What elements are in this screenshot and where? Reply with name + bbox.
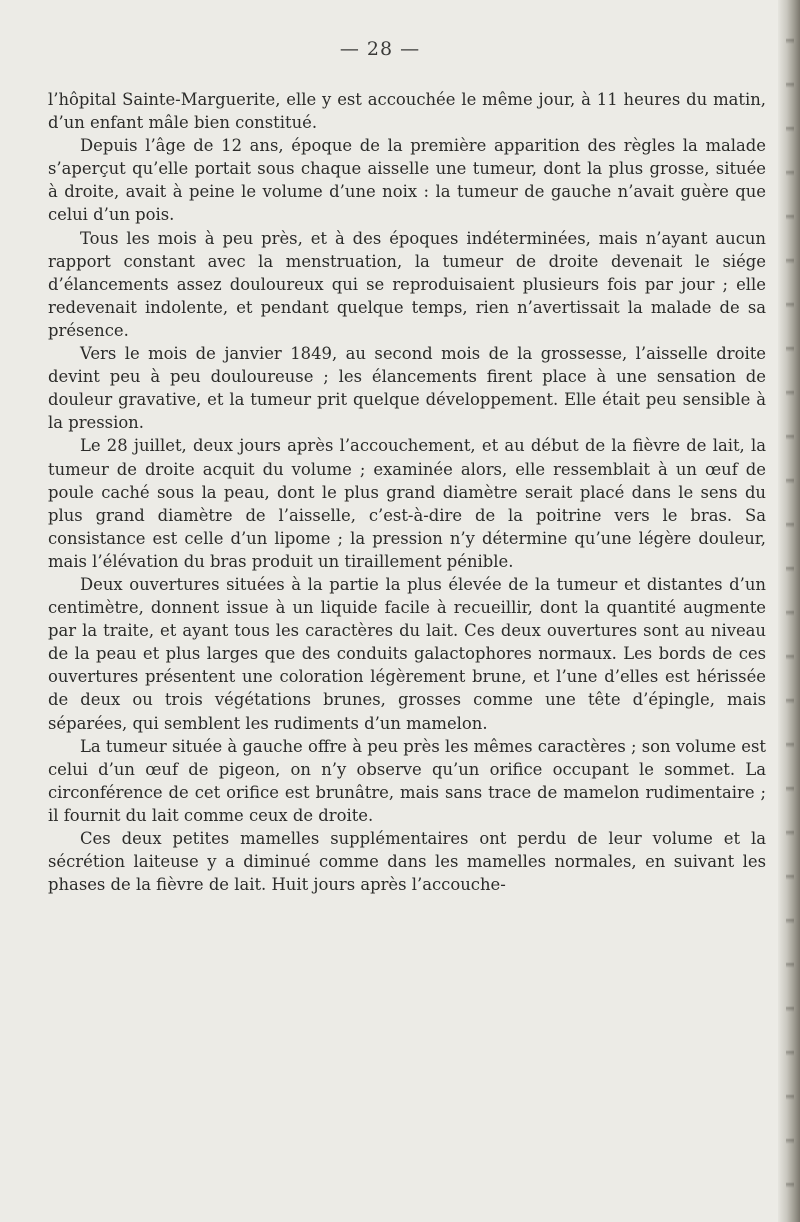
paragraph-4: Vers le mois de janvier 1849, au second mois de la grossesse, l’aisselle droite devint peu à peu douloureuse ; les élancements firent place à une sensation de douleur gravative, et la tumeur prit quelque développement. Elle était peu sensible à la pression. xyxy=(48,344,766,433)
body-text xyxy=(48,88,766,896)
paragraph-2: Depuis l’âge de 12 ans, époque de la première apparition des règles la malade s’aperçut qu’elle portait sous chaque aisselle une tumeur, dont la plus grosse, située à droite, avait à peine le volume d’une noix : la tumeur de gauche n’avait guère que celui d’un pois. xyxy=(48,136,766,225)
paragraph-3: Tous les mois à peu près, et à des époques indéterminées, mais n’ayant aucun rapport constant avec la menstruation, la tumeur de droite devenait le siége d’élancements assez douloureux qui se reproduisaient plusieurs fois par jour ; elle redevenait indolente, et pendant quelque temps, rien n’avertissait la malade de sa présence. xyxy=(48,228,766,340)
paragraph-1: l’hôpital Sainte-Marguerite, elle y est accouchée le même jour, à 11 heures du matin, d’un enfant mâle bien constitué. xyxy=(48,90,766,133)
paragraph-8: Ces deux petites mamelles supplémentaires ont perdu de leur volume et la sécrétion laiteuse y a diminué comme dans les mamelles normales, en suivant les phases de la fièvre de lait. Huit jours après l’accouche- xyxy=(48,829,766,895)
page-number: — 28 — xyxy=(339,38,421,60)
paragraph-6: Deux ouvertures situées à la partie la plus élevée de la tumeur et distantes d’un centimètre, donnent issue à un liquide facile à recueillir, dont la quantité augmente par la traite, et ayant tous les caractères du lait. Ces deux ouvertures sont au niveau de la peau et plus larges que des conduits galactophores normaux. Les bords de ces ouvertures présentent une coloration légèrement brune, et l’une d’elles est hérissée de deux ou trois végétations brunes, grosses comme une tête d’épingle, mais séparées, qui semblent les rudiments d’un mamelon. xyxy=(48,574,766,733)
binding-edge xyxy=(786,0,794,1222)
paragraph-5: Le 28 juillet, deux jours après l’accouchement, et au début de la fièvre de lait, la tumeur de droite acquit du volume ; examinée alors, elle ressemblait à un œuf de poule caché sous la peau, dont le plus grand diamètre serait placé dans le sens du plus grand diamètre de l’aisselle, c’est-à-dire de la poitrine vers le bras. Sa consistance est celle d’un lipome ; la pression n’y détermine qu’une légère douleur, mais l’élévation du bras produit un tiraillement pénible. xyxy=(48,436,766,571)
paragraph-7: La tumeur située à gauche offre à peu près les mêmes caractères ; son volume est celui d’un œuf de pigeon, on n’y observe qu’un orifice occupant le sommet. La circonférence de cet orifice est brunâtre, mais sans trace de mamelon rudimentaire ; il fournit du lait comme ceux de droite. xyxy=(48,736,766,825)
